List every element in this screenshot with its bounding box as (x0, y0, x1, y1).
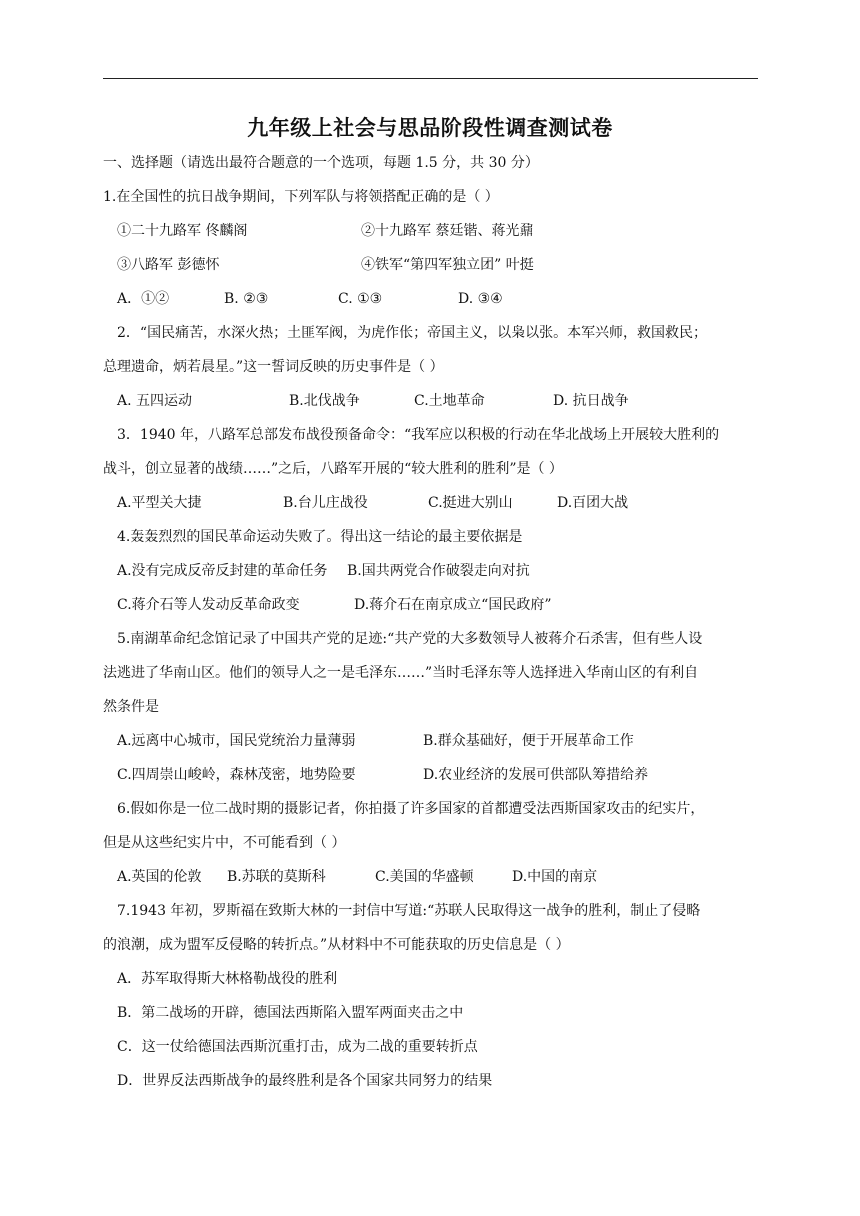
option-c: C.蒋介石等人发动反革命政变 (117, 597, 300, 613)
section-header: 一、选择题（请选出最符合题意的一个选项，每题 1.5 分，共 30 分） (103, 155, 539, 171)
option-c: C.美国的华盛顿 (375, 869, 474, 885)
question-stem: 5.南湖革命纪念馆记录了中国共产党的足迹:“共产党的大多数领导人被蒋介石杀害，但有些人设 (117, 631, 703, 647)
option-c: C.土地革命 (414, 393, 485, 409)
exam-title: 九年级上社会与思品阶段性调查测试卷 (247, 115, 613, 140)
question-stem-cont: 的浪潮，成为盟军反侵略的转折点。”从材料中不可能获取的历史信息是（ ） (103, 937, 570, 953)
option-c: C.挺进大别山 (428, 495, 513, 511)
question-stem: 6.假如你是一位二战时期的摄影记者，你拍摄了许多国家的首都遭受法西斯国家攻击的纪实片， (117, 801, 705, 817)
option-c: C.四周崇山峻岭，森林茂密，地势险要 (117, 767, 356, 783)
option-c: C．这一仗给德国法西斯沉重打击，成为二战的重要转折点 (117, 1039, 478, 1055)
pair-item: ①二十九路军 佟麟阁 (117, 223, 248, 239)
option-a: A. 五四运动 (117, 393, 193, 409)
question-stem-cont: 法逃进了华南山区。他们的领导人之一是毛泽东……”当时毛泽东等人选择进入华南山区的有利自 (103, 665, 699, 681)
question-stem: 7.1943 年初，罗斯福在致斯大林的一封信中写道:“苏联人民取得这一战争的胜利，制止了侵略 (117, 903, 701, 919)
question-stem-cont: 总理遗命，炳若晨星。”这一誓词反映的历史事件是（ ） (103, 359, 444, 375)
question-stem-cont: 然条件是 (103, 699, 159, 715)
option-a: A.没有完成反帝反封建的革命任务 (117, 563, 328, 579)
header-rule (103, 78, 758, 79)
option-d: D．世界反法西斯战争的最终胜利是各个国家共同努力的结果 (117, 1073, 493, 1089)
question-stem: 4.轰轰烈烈的国民革命运动失败了。得出这一结论的最主要依据是 (117, 529, 523, 545)
pair-item: ③八路军 彭德怀 (117, 257, 220, 273)
option-a: A．苏军取得斯大林格勒战役的胜利 (117, 971, 338, 987)
option-b: B.台儿庄战役 (283, 495, 368, 511)
option-b: B．第二战场的开辟，德国法西斯陷入盟军两面夹击之中 (117, 1005, 464, 1021)
option-d: D. ③④ (458, 291, 503, 307)
question-stem-cont: 战斗，创立显著的战绩……”之后，八路军开展的“较大胜利的胜利”是（ ） (103, 461, 563, 477)
option-b: B.国共两党合作破裂走向对抗 (347, 563, 530, 579)
option-a: A.平型关大捷 (117, 495, 202, 511)
option-d: D.中国的南京 (512, 869, 598, 885)
option-d: D.农业经济的发展可供部队筹措给养 (423, 767, 649, 783)
option-b: B.苏联的莫斯科 (227, 869, 326, 885)
question-stem: 1.在全国性的抗日战争期间，下列军队与将领搭配正确的是（ ） (103, 189, 499, 205)
option-a: A.远离中心城市，国民党统治力量薄弱 (117, 733, 356, 749)
option-b: B. ②③ (224, 291, 269, 307)
option-a: A.英国的伦敦 (117, 869, 202, 885)
option-d: D.百团大战 (557, 495, 629, 511)
option-b: B.群众基础好，便于开展革命工作 (423, 733, 634, 749)
option-d: D.蒋介石在南京成立“国民政府” (354, 597, 552, 613)
option-c: C. ①③ (338, 291, 383, 307)
question-stem: 2．“国民痛苦，水深火热；土匪军阀，为虎作伥；帝国主义，以枭以张。本军兴师，救国救民； (117, 325, 708, 341)
option-a: A．①② (117, 291, 170, 307)
pair-item: ②十九路军 蔡廷锴、蒋光鼐 (361, 223, 534, 239)
question-stem: 3．1940 年，八路军总部发布战役预备命令：“我军应以积极的行动在华北战场上开展较大胜利的 (117, 427, 720, 443)
question-stem-cont: 但是从这些纪实片中，不可能看到（ ） (103, 835, 346, 851)
option-b: B.北伐战争 (289, 393, 360, 409)
option-d: D. 抗日战争 (553, 393, 629, 409)
pair-item: ④铁军“第四军独立团” 叶挺 (361, 257, 534, 273)
